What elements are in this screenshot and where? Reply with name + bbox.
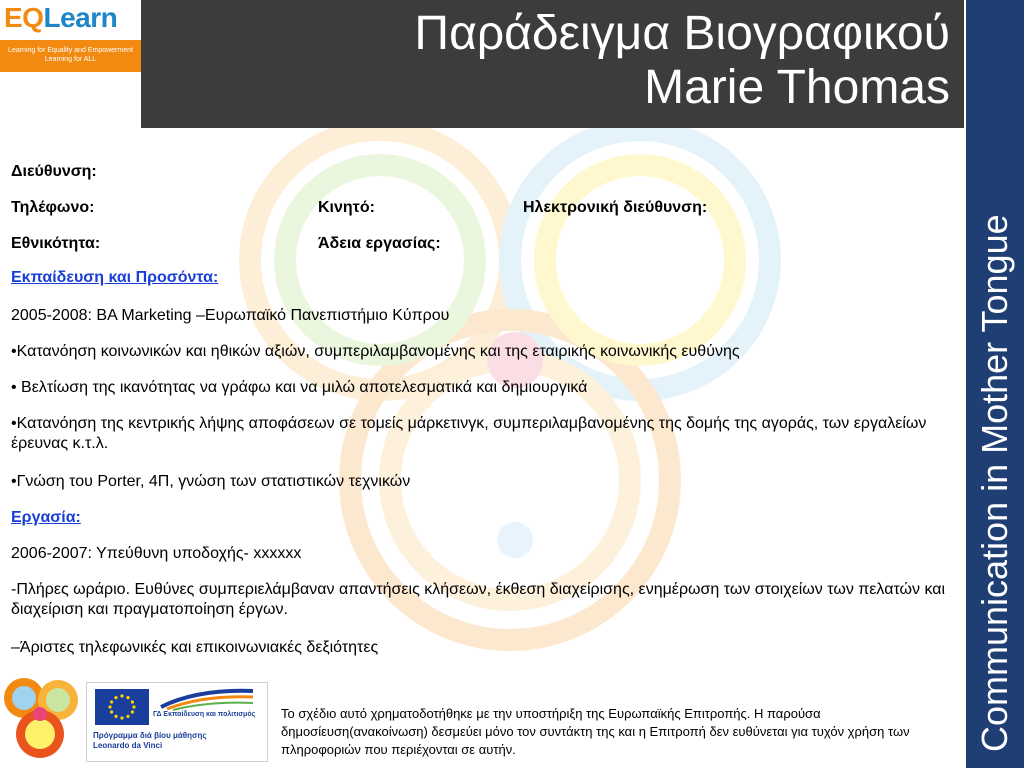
page-subtitle-name: Marie Thomas [644, 61, 950, 114]
education-bullet: •Κατανόηση κοινωνικών και ηθικών αξιών, συμπεριλαμβανομένης και της εταιρικής κοινωνικής ευθύνης [11, 343, 740, 360]
eu-programme-logo [86, 682, 268, 762]
eu-programme-name-line-2: Leonardo da Vinci [93, 741, 163, 750]
work-detail: –Άριστες τηλεφωνικές και επικοινωνιακές δεξιότητες [11, 639, 379, 656]
side-band-label: Communication in Mother Tongue [974, 214, 1015, 752]
work-detail: -Πλήρες ωράριο. Ευθύνες συμπεριελάμβαναν απαντήσεις κλήσεων, έκθεση διαχείρισης, ενημέρωση των στοιχείων των πελατών και διαχείριση και πραγματοποίηση έργων. [11, 581, 946, 618]
funding-disclaimer: Το σχέδιο αυτό χρηματοδοτήθηκε με την υποστήριξη της Ευρωπαϊκής Επιτροπής. Η παρούσα δημοσίευση(ανακοίνωση) δεσμεύει μόνο τον συντάκτη της και η Επιτροπή δεν ευθύνεται για τυχόν χρήση των πληροφοριών που περιέχονται σε αυτήν. [281, 706, 910, 757]
eu-programme-name [93, 731, 207, 751]
eu-flag-icon [95, 689, 149, 725]
page-title: Παράδειγμα Βιογραφικού [414, 7, 950, 60]
logo-wordmark [4, 2, 117, 34]
email-label: Ηλεκτρονική διεύθυνση: [523, 199, 708, 216]
logo-learn-text: Learn [43, 2, 118, 33]
logo-eq-text: EQ [4, 2, 44, 33]
eu-programme-name-line-1: Πρόγραμμα διά βίου μάθησης [93, 731, 207, 740]
phone-label: Τηλέφωνο: [11, 199, 95, 216]
flower-logo-icon [0, 672, 86, 768]
eu-dg-label: ΓΔ Εκπαίδευση και πολιτισμός [153, 711, 256, 718]
logo-tagline-2: Learning for ALL [44, 56, 97, 63]
nationality-label: Εθνικότητα: [11, 235, 101, 252]
leonardo-swoosh-icon [157, 687, 257, 711]
education-heading: Εκπαίδευση και Προσόντα: [11, 269, 219, 286]
work-permit-label: Άδεια εργασίας: [318, 235, 441, 252]
eqlearn-logo [0, 0, 141, 74]
work-entry: 2006-2007: Υπεύθυνη υποδοχής- xxxxxx [11, 545, 302, 562]
logo-tagline-1: Learning for Equality and Empowerment [8, 47, 133, 54]
education-entry: 2005-2008: BA Marketing –Ευρωπαϊκό Πανεπιστήμιο Κύπρου [11, 307, 450, 324]
education-bullet: •Κατανόηση της κεντρικής λήψης αποφάσεων σε τομείς μάρκετινγκ, συμπεριλαμβανομένης της δομής της αγοράς, των εργαλείων έρευνας κ.τ.λ. [11, 415, 927, 452]
education-bullet: • Βελτίωση της ικανότητας να γράφω και να μιλώ αποτελεσματικά και δημιουργικά [11, 379, 588, 396]
logo-tagline-band [0, 40, 141, 72]
work-heading: Εργασία: [11, 509, 81, 526]
title-header [141, 0, 964, 128]
mobile-label: Κινητό: [318, 199, 375, 216]
education-bullet: •Γνώση του Porter, 4Π, γνώση των στατιστικών τεχνικών [11, 473, 411, 490]
address-label: Διεύθυνση: [11, 163, 97, 180]
